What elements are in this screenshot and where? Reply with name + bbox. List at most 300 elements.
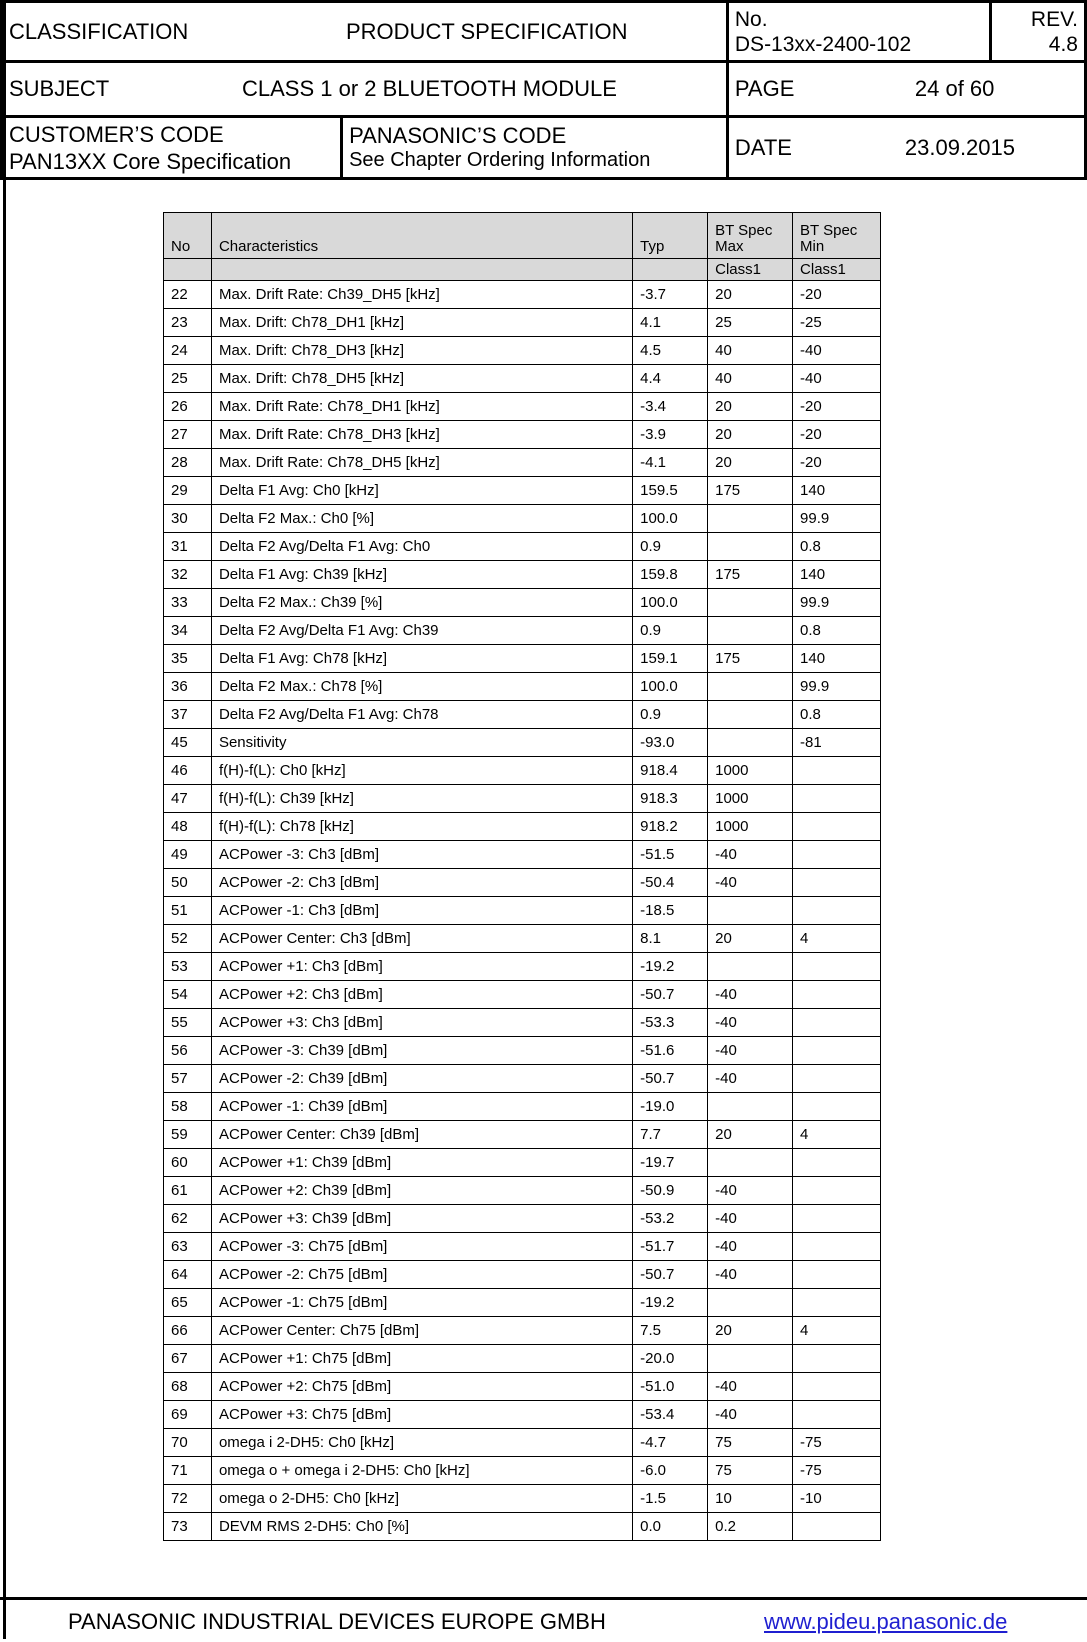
- cell-bt-spec-min: 140: [793, 645, 881, 673]
- cell-no: 32: [164, 561, 212, 589]
- cell-characteristics: ACPower +2: Ch75 [dBm]: [211, 1373, 632, 1401]
- table-row: [164, 1093, 881, 1121]
- cell-typ: -53.2: [633, 1205, 708, 1233]
- cell-typ: 159.5: [633, 477, 708, 505]
- cell-no: 53: [164, 953, 212, 981]
- cell-characteristics: Delta F1 Avg: Ch39 [kHz]: [211, 561, 632, 589]
- subheader-empty-no: [164, 259, 212, 281]
- cell-characteristics: ACPower +3: Ch39 [dBm]: [211, 1205, 632, 1233]
- table-row: [164, 1177, 881, 1205]
- table-subheader-row: [164, 259, 881, 281]
- cell-no: 63: [164, 1233, 212, 1261]
- cell-bt-spec-min: -75: [793, 1429, 881, 1457]
- cell-characteristics: ACPower -3: Ch75 [dBm]: [211, 1233, 632, 1261]
- panasonic-code-label: PANASONIC’S CODE: [349, 122, 567, 148]
- cell-no: 46: [164, 757, 212, 785]
- cell-typ: 7.7: [633, 1121, 708, 1149]
- cell-bt-spec-min: -75: [793, 1457, 881, 1485]
- classification-cell: [2, 2, 728, 62]
- cell-bt-spec-max: [708, 1289, 793, 1317]
- table-row: [164, 1261, 881, 1289]
- table-row: [164, 645, 881, 673]
- cell-bt-spec-min: [793, 1289, 881, 1317]
- table-row: [164, 1485, 881, 1513]
- cell-no: 60: [164, 1149, 212, 1177]
- cell-typ: 0.9: [633, 617, 708, 645]
- cell-bt-spec-min: [793, 869, 881, 897]
- cell-characteristics: ACPower -1: Ch3 [dBm]: [211, 897, 632, 925]
- cell-bt-spec-max: [708, 729, 793, 757]
- cell-characteristics: ACPower +1: Ch75 [dBm]: [211, 1345, 632, 1373]
- cell-no: 31: [164, 533, 212, 561]
- cell-typ: -3.9: [633, 421, 708, 449]
- cell-bt-spec-min: -40: [793, 365, 881, 393]
- cell-no: 68: [164, 1373, 212, 1401]
- cell-bt-spec-max: 1000: [708, 813, 793, 841]
- cell-no: 23: [164, 309, 212, 337]
- cell-bt-spec-max: [708, 673, 793, 701]
- customer-code-value: PAN13XX Core Specification: [9, 148, 292, 174]
- cell-no: 37: [164, 701, 212, 729]
- cell-typ: 918.2: [633, 813, 708, 841]
- table-header-row: [164, 213, 881, 259]
- cell-characteristics: omega o 2-DH5: Ch0 [kHz]: [211, 1485, 632, 1513]
- cell-no: 34: [164, 617, 212, 645]
- cell-typ: 0.9: [633, 533, 708, 561]
- cell-bt-spec-min: [793, 1093, 881, 1121]
- cell-bt-spec-max: -40: [708, 841, 793, 869]
- cell-bt-spec-min: [793, 1009, 881, 1037]
- cell-no: 49: [164, 841, 212, 869]
- table-row: [164, 1373, 881, 1401]
- table-row: [164, 813, 881, 841]
- cell-no: 51: [164, 897, 212, 925]
- cell-bt-spec-min: [793, 757, 881, 785]
- cell-bt-spec-max: 75: [708, 1457, 793, 1485]
- cell-bt-spec-max: [708, 1149, 793, 1177]
- cell-typ: -50.7: [633, 1065, 708, 1093]
- table-row: [164, 1513, 881, 1541]
- cell-characteristics: Max. Drift Rate: Ch39_DH5 [kHz]: [211, 281, 632, 309]
- cell-no: 52: [164, 925, 212, 953]
- cell-typ: -3.4: [633, 393, 708, 421]
- table-row: [164, 1401, 881, 1429]
- cell-no: 73: [164, 1513, 212, 1541]
- table-row: [164, 1233, 881, 1261]
- cell-bt-spec-max: [708, 897, 793, 925]
- cell-characteristics: Sensitivity: [211, 729, 632, 757]
- cell-bt-spec-max: [708, 953, 793, 981]
- cell-typ: -50.9: [633, 1177, 708, 1205]
- cell-no: 36: [164, 673, 212, 701]
- cell-no: 57: [164, 1065, 212, 1093]
- cell-bt-spec-min: 4: [793, 1317, 881, 1345]
- col-header-bt-spec-max-line1: BT Spec: [715, 222, 773, 239]
- table-row: [164, 337, 881, 365]
- cell-bt-spec-max: -40: [708, 1373, 793, 1401]
- cell-no: 26: [164, 393, 212, 421]
- table-row: [164, 897, 881, 925]
- cell-bt-spec-min: 99.9: [793, 589, 881, 617]
- cell-typ: -19.2: [633, 953, 708, 981]
- cell-characteristics: f(H)-f(L): Ch0 [kHz]: [211, 757, 632, 785]
- cell-characteristics: Delta F2 Max.: Ch0 [%]: [211, 505, 632, 533]
- cell-bt-spec-max: 1000: [708, 785, 793, 813]
- cell-bt-spec-max: 40: [708, 365, 793, 393]
- cell-no: 62: [164, 1205, 212, 1233]
- cell-bt-spec-min: [793, 1177, 881, 1205]
- table-row: [164, 757, 881, 785]
- cell-bt-spec-min: 140: [793, 477, 881, 505]
- cell-bt-spec-max: 20: [708, 1121, 793, 1149]
- cell-bt-spec-max: 175: [708, 477, 793, 505]
- cell-typ: 8.1: [633, 925, 708, 953]
- cell-bt-spec-min: [793, 1149, 881, 1177]
- cell-characteristics: ACPower Center: Ch3 [dBm]: [211, 925, 632, 953]
- table-row: [164, 1009, 881, 1037]
- cell-characteristics: ACPower +1: Ch39 [dBm]: [211, 1149, 632, 1177]
- cell-typ: 100.0: [633, 505, 708, 533]
- cell-no: 66: [164, 1317, 212, 1345]
- table-row: [164, 729, 881, 757]
- table-row: [164, 617, 881, 645]
- cell-no: 71: [164, 1457, 212, 1485]
- cell-bt-spec-max: 20: [708, 449, 793, 477]
- cell-bt-spec-max: -40: [708, 1401, 793, 1429]
- table-row: [164, 841, 881, 869]
- customer-code-cell: [2, 117, 342, 179]
- cell-bt-spec-min: 0.8: [793, 617, 881, 645]
- panasonic-code-value: See Chapter Ordering Information: [349, 148, 651, 171]
- cell-bt-spec-max: -40: [708, 981, 793, 1009]
- cell-bt-spec-max: 175: [708, 645, 793, 673]
- cell-no: 65: [164, 1289, 212, 1317]
- table-row: [164, 673, 881, 701]
- cell-bt-spec-min: 140: [793, 561, 881, 589]
- cell-bt-spec-max: -40: [708, 1261, 793, 1289]
- cell-typ: 159.8: [633, 561, 708, 589]
- date-label: DATE: [734, 134, 792, 160]
- cell-bt-spec-min: -40: [793, 337, 881, 365]
- cell-bt-spec-max: 1000: [708, 757, 793, 785]
- subject-label: SUBJECT: [9, 76, 110, 101]
- cell-characteristics: ACPower +2: Ch39 [dBm]: [211, 1177, 632, 1205]
- page-cell: [727, 62, 1085, 117]
- cell-typ: -93.0: [633, 729, 708, 757]
- cell-bt-spec-min: -10: [793, 1485, 881, 1513]
- cell-typ: 0.0: [633, 1513, 708, 1541]
- cell-characteristics: ACPower -1: Ch39 [dBm]: [211, 1093, 632, 1121]
- cell-characteristics: ACPower -1: Ch75 [dBm]: [211, 1289, 632, 1317]
- cell-bt-spec-max: 20: [708, 421, 793, 449]
- cell-no: 69: [164, 1401, 212, 1429]
- cell-bt-spec-min: -81: [793, 729, 881, 757]
- cell-bt-spec-max: 75: [708, 1429, 793, 1457]
- page-label: PAGE: [734, 76, 795, 101]
- cell-characteristics: f(H)-f(L): Ch78 [kHz]: [211, 813, 632, 841]
- cell-no: 67: [164, 1345, 212, 1373]
- cell-bt-spec-min: [793, 897, 881, 925]
- cell-typ: -19.0: [633, 1093, 708, 1121]
- cell-typ: 159.1: [633, 645, 708, 673]
- revision-label: REV.: [1030, 7, 1078, 31]
- footer-company: PANASONIC INDUSTRIAL DEVICES EUROPE GMBH: [68, 1609, 606, 1634]
- cell-typ: 918.3: [633, 785, 708, 813]
- cell-typ: 4.1: [633, 309, 708, 337]
- cell-typ: -53.3: [633, 1009, 708, 1037]
- cell-bt-spec-max: 20: [708, 925, 793, 953]
- cell-bt-spec-max: 175: [708, 561, 793, 589]
- cell-bt-spec-min: 0.8: [793, 533, 881, 561]
- table-row: [164, 785, 881, 813]
- cell-bt-spec-min: [793, 1345, 881, 1373]
- col-header-typ: Typ: [633, 213, 708, 259]
- cell-no: 47: [164, 785, 212, 813]
- table-row: [164, 393, 881, 421]
- cell-bt-spec-min: [793, 1205, 881, 1233]
- doc-number-label: No.: [734, 7, 768, 31]
- cell-bt-spec-min: [793, 1233, 881, 1261]
- cell-characteristics: ACPower Center: Ch75 [dBm]: [211, 1317, 632, 1345]
- cell-bt-spec-min: [793, 813, 881, 841]
- cell-typ: -51.5: [633, 841, 708, 869]
- cell-no: 55: [164, 1009, 212, 1037]
- cell-no: 30: [164, 505, 212, 533]
- table-row: [164, 589, 881, 617]
- cell-typ: -50.7: [633, 981, 708, 1009]
- cell-no: 25: [164, 365, 212, 393]
- cell-characteristics: Max. Drift: Ch78_DH5 [kHz]: [211, 365, 632, 393]
- cell-typ: -6.0: [633, 1457, 708, 1485]
- table-row: [164, 1317, 881, 1345]
- cell-characteristics: omega o + omega i 2-DH5: Ch0 [kHz]: [211, 1457, 632, 1485]
- cell-bt-spec-min: -20: [793, 421, 881, 449]
- cell-typ: 7.5: [633, 1317, 708, 1345]
- cell-typ: -1.5: [633, 1485, 708, 1513]
- cell-bt-spec-min: [793, 953, 881, 981]
- table-row: [164, 701, 881, 729]
- cell-typ: -50.7: [633, 1261, 708, 1289]
- cell-characteristics: ACPower -2: Ch75 [dBm]: [211, 1261, 632, 1289]
- cell-bt-spec-max: [708, 589, 793, 617]
- cell-bt-spec-max: -40: [708, 1037, 793, 1065]
- col-header-bt-spec-min: [793, 213, 881, 259]
- table-row: [164, 1121, 881, 1149]
- cell-typ: 0.9: [633, 701, 708, 729]
- col-header-bt-spec-min-line2: Min: [800, 238, 825, 255]
- table-row: [164, 1345, 881, 1373]
- table-body: [164, 281, 881, 1541]
- cell-no: 45: [164, 729, 212, 757]
- table-row: [164, 561, 881, 589]
- cell-no: 33: [164, 589, 212, 617]
- cell-bt-spec-max: 40: [708, 337, 793, 365]
- cell-no: 27: [164, 421, 212, 449]
- col-header-no: No: [164, 213, 212, 259]
- cell-characteristics: Max. Drift Rate: Ch78_DH5 [kHz]: [211, 449, 632, 477]
- cell-bt-spec-max: 0.2: [708, 1513, 793, 1541]
- table-row: [164, 1149, 881, 1177]
- cell-typ: 918.4: [633, 757, 708, 785]
- document-header: [0, 0, 1087, 180]
- date-value: 23.09.2015: [904, 134, 1015, 160]
- subheader-class-min: Class1: [793, 259, 881, 281]
- cell-bt-spec-max: 20: [708, 281, 793, 309]
- cell-bt-spec-min: 99.9: [793, 505, 881, 533]
- col-header-characteristics: Characteristics: [211, 213, 632, 259]
- table-row: [164, 449, 881, 477]
- cell-characteristics: ACPower -2: Ch39 [dBm]: [211, 1065, 632, 1093]
- cell-characteristics: Max. Drift Rate: Ch78_DH3 [kHz]: [211, 421, 632, 449]
- cell-bt-spec-min: [793, 1261, 881, 1289]
- cell-bt-spec-min: -20: [793, 393, 881, 421]
- doc-number-cell: [727, 2, 990, 62]
- table-row: [164, 925, 881, 953]
- cell-bt-spec-min: [793, 1037, 881, 1065]
- cell-no: 70: [164, 1429, 212, 1457]
- cell-characteristics: Delta F2 Avg/Delta F1 Avg: Ch0: [211, 533, 632, 561]
- cell-bt-spec-max: [708, 701, 793, 729]
- cell-bt-spec-min: [793, 981, 881, 1009]
- table-row: [164, 421, 881, 449]
- table-row: [164, 953, 881, 981]
- table-row: [164, 477, 881, 505]
- customer-code-label: CUSTOMER’S CODE: [9, 121, 224, 147]
- table-row: [164, 505, 881, 533]
- cell-typ: -51.7: [633, 1233, 708, 1261]
- revision-value: 4.8: [1048, 32, 1078, 56]
- cell-typ: -4.1: [633, 449, 708, 477]
- table-row: [164, 281, 881, 309]
- revision-cell: [991, 2, 1086, 62]
- cell-bt-spec-min: 99.9: [793, 673, 881, 701]
- cell-characteristics: ACPower -3: Ch39 [dBm]: [211, 1037, 632, 1065]
- page-footer: [0, 1597, 1087, 1642]
- cell-typ: -3.7: [633, 281, 708, 309]
- cell-bt-spec-min: [793, 841, 881, 869]
- table-row: [164, 1429, 881, 1457]
- cell-bt-spec-min: 0.8: [793, 701, 881, 729]
- cell-characteristics: ACPower +3: Ch75 [dBm]: [211, 1401, 632, 1429]
- cell-no: 59: [164, 1121, 212, 1149]
- cell-no: 22: [164, 281, 212, 309]
- cell-bt-spec-max: 20: [708, 393, 793, 421]
- panasonic-code-cell: [342, 117, 728, 179]
- cell-no: 61: [164, 1177, 212, 1205]
- classification-value: PRODUCT SPECIFICATION: [346, 18, 628, 44]
- cell-characteristics: ACPower +1: Ch3 [dBm]: [211, 953, 632, 981]
- table-row: [164, 869, 881, 897]
- cell-characteristics: Max. Drift: Ch78_DH1 [kHz]: [211, 309, 632, 337]
- cell-bt-spec-min: 4: [793, 925, 881, 953]
- cell-characteristics: Delta F2 Avg/Delta F1 Avg: Ch39: [211, 617, 632, 645]
- cell-bt-spec-max: -40: [708, 1065, 793, 1093]
- cell-characteristics: ACPower -3: Ch3 [dBm]: [211, 841, 632, 869]
- cell-bt-spec-max: [708, 505, 793, 533]
- cell-bt-spec-max: [708, 1345, 793, 1373]
- footer-website-link[interactable]: www.pideu.panasonic.de: [764, 1609, 1008, 1634]
- cell-bt-spec-min: [793, 1065, 881, 1093]
- table-row: [164, 981, 881, 1009]
- cell-characteristics: omega i 2-DH5: Ch0 [kHz]: [211, 1429, 632, 1457]
- cell-bt-spec-min: [793, 1513, 881, 1541]
- cell-typ: 4.4: [633, 365, 708, 393]
- cell-bt-spec-max: 10: [708, 1485, 793, 1513]
- table-row: [164, 309, 881, 337]
- cell-no: 72: [164, 1485, 212, 1513]
- cell-bt-spec-min: [793, 1373, 881, 1401]
- cell-typ: -20.0: [633, 1345, 708, 1373]
- table-row: [164, 1457, 881, 1485]
- cell-bt-spec-max: -40: [708, 869, 793, 897]
- cell-characteristics: f(H)-f(L): Ch39 [kHz]: [211, 785, 632, 813]
- cell-bt-spec-min: -25: [793, 309, 881, 337]
- cell-bt-spec-min: -20: [793, 449, 881, 477]
- date-cell: [727, 117, 1085, 179]
- table-row: [164, 1205, 881, 1233]
- cell-typ: -18.5: [633, 897, 708, 925]
- col-header-bt-spec-max: [708, 213, 793, 259]
- cell-characteristics: ACPower Center: Ch39 [dBm]: [211, 1121, 632, 1149]
- cell-typ: 4.5: [633, 337, 708, 365]
- table-row: [164, 365, 881, 393]
- col-header-bt-spec-max-line2: Max: [715, 238, 744, 255]
- cell-bt-spec-max: 25: [708, 309, 793, 337]
- table-row: [164, 1289, 881, 1317]
- cell-bt-spec-min: -20: [793, 281, 881, 309]
- cell-bt-spec-max: [708, 1093, 793, 1121]
- cell-bt-spec-min: [793, 785, 881, 813]
- cell-typ: -53.4: [633, 1401, 708, 1429]
- subject-cell: [2, 62, 728, 117]
- cell-no: 29: [164, 477, 212, 505]
- cell-characteristics: Delta F2 Max.: Ch78 [%]: [211, 673, 632, 701]
- cell-typ: -19.7: [633, 1149, 708, 1177]
- subheader-empty-typ: [633, 259, 708, 281]
- cell-no: 54: [164, 981, 212, 1009]
- cell-bt-spec-max: -40: [708, 1009, 793, 1037]
- cell-bt-spec-max: -40: [708, 1177, 793, 1205]
- table-row: [164, 533, 881, 561]
- cell-characteristics: ACPower +2: Ch3 [dBm]: [211, 981, 632, 1009]
- cell-bt-spec-max: [708, 617, 793, 645]
- cell-no: 24: [164, 337, 212, 365]
- cell-bt-spec-max: [708, 533, 793, 561]
- cell-characteristics: Delta F2 Max.: Ch39 [%]: [211, 589, 632, 617]
- cell-characteristics: Delta F2 Avg/Delta F1 Avg: Ch78: [211, 701, 632, 729]
- cell-no: 58: [164, 1093, 212, 1121]
- subject-value: CLASS 1 or 2 BLUETOOTH MODULE: [242, 76, 617, 101]
- cell-bt-spec-min: 4: [793, 1121, 881, 1149]
- cell-bt-spec-max: -40: [708, 1205, 793, 1233]
- cell-characteristics: Max. Drift: Ch78_DH3 [kHz]: [211, 337, 632, 365]
- cell-characteristics: DEVM RMS 2-DH5: Ch0 [%]: [211, 1513, 632, 1541]
- cell-typ: 100.0: [633, 673, 708, 701]
- cell-bt-spec-min: [793, 1401, 881, 1429]
- subheader-class-max: Class1: [708, 259, 793, 281]
- cell-no: 56: [164, 1037, 212, 1065]
- classification-label: CLASSIFICATION: [9, 18, 189, 44]
- cell-no: 35: [164, 645, 212, 673]
- cell-no: 64: [164, 1261, 212, 1289]
- cell-no: 28: [164, 449, 212, 477]
- cell-characteristics: Delta F1 Avg: Ch0 [kHz]: [211, 477, 632, 505]
- cell-typ: -51.0: [633, 1373, 708, 1401]
- page-value: 24 of 60: [914, 76, 995, 101]
- cell-bt-spec-max: 20: [708, 1317, 793, 1345]
- cell-no: 48: [164, 813, 212, 841]
- cell-typ: -19.2: [633, 1289, 708, 1317]
